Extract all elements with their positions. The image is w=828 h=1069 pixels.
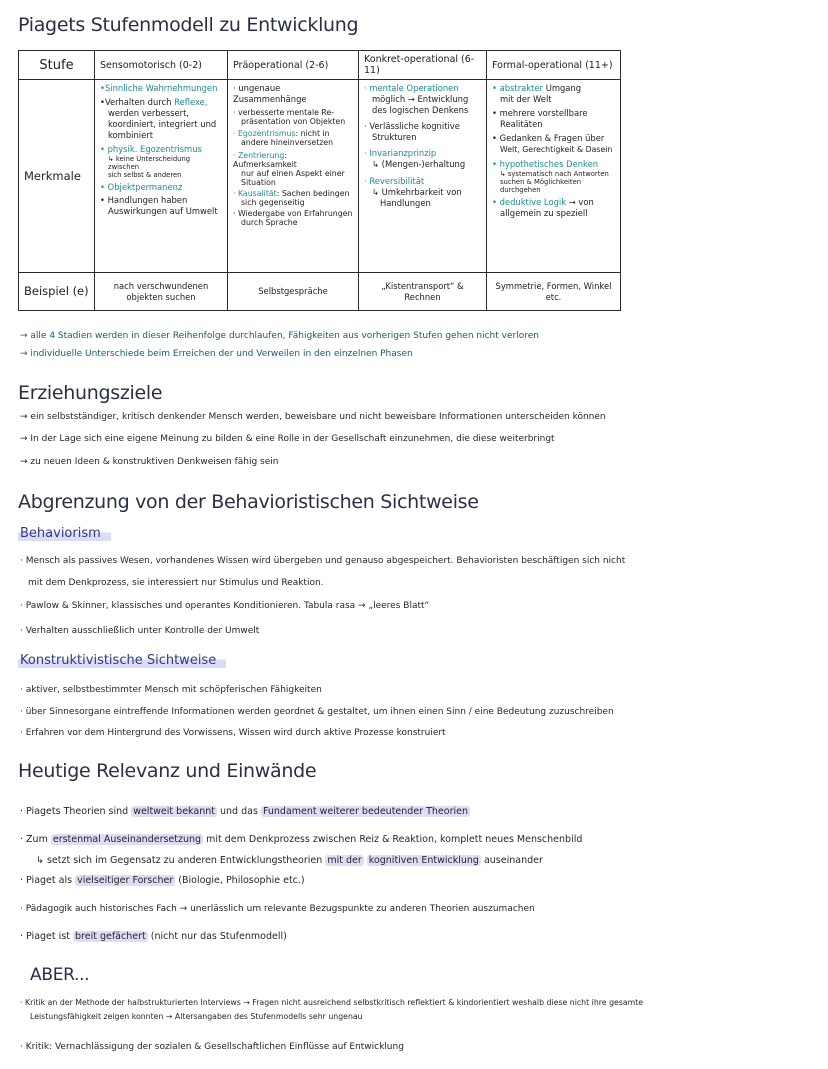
row-label-beispiel: Beispiel (e) (19, 273, 95, 311)
page-title: Piagets Stufenmodell zu Entwicklung (18, 14, 359, 36)
erziehung-item-3: → zu neuen Ideen & konstruktiven Denkweisen fähig sein (20, 457, 279, 467)
cell-formal-beispiel: Symmetrie, Formen, Winkel etc. (487, 273, 621, 311)
heading-erziehungsziele: Erziehungsziele (18, 382, 163, 404)
behaviorism-line-2: mit dem Denkprozess, sie interessiert nur Stimulus und Reaktion. (28, 578, 324, 588)
subheading-konstruktivistisch: Konstruktivistische Sichtweise (18, 653, 226, 668)
konstruktiv-line-1: · aktiver, selbstbestimmter Mensch mit schöpferischen Fähigkeiten (20, 685, 322, 695)
header-stufe: Stufe (19, 51, 95, 80)
relevanz-line-1: · Piagets Theorien sind weltweit bekannt und das Fundament weiterer bedeutender Theorien (20, 806, 468, 817)
cell-prae-merkmale: · ungenaue Zusammenhänge · verbesserte mentale Re- präsentation von Objekten · Egozentrismus: nicht in andere hineinversetzen · Zentrierung: Aufmerksamkeit nur auf einen Aspekt einer Situation · Kausalität: Sachen bedingen sich gegenseitig · Wiedergabe von Erfahrungen durch Sprache (228, 80, 359, 273)
header-praeoperational: Präoperational (2-6) (228, 51, 359, 80)
heading-aber: ABER... (30, 965, 90, 985)
cell-prae-beispiel: Selbstgespräche (228, 273, 359, 311)
relevanz-line-3: ↳ setzt sich im Gegensatz zu anderen Entwicklungstheorien mit der kognitiven Entwicklung auseinander (36, 855, 543, 866)
heading-abgrenzung: Abgrenzung von der Behavioristischen Sichtweise (18, 491, 479, 513)
cell-senso-beispiel: nach verschwundenen objekten suchen (95, 273, 228, 311)
relevanz-line-4: · Piaget als vielseitiger Forscher (Biologie, Philosophie etc.) (20, 875, 305, 886)
behaviorism-line-3: · Pawlow & Skinner, klassisches und operantes Konditionieren. Tabula rasa → „leeres Blatt“ (20, 601, 430, 611)
table-row-beispiel (19, 273, 621, 311)
relevanz-line-6: · Piaget ist breit gefächert (nicht nur das Stufenmodell) (20, 931, 287, 942)
behaviorism-line-4: · Verhalten ausschließlich unter Kontrolle der Umwelt (20, 626, 260, 636)
subheading-behaviorism: Behaviorism (18, 526, 111, 541)
konstruktiv-line-2: · über Sinnesorgane eintreffende Informationen werden geordnet & gestaltet, um ihnen einen Sinn / eine Bedeutung zuzuschreiben (20, 707, 614, 717)
erziehung-item-1: → ein selbstständiger, kritisch denkender Mensch werden, beweisbare und nicht beweisbare Informationen unterscheiden können (20, 412, 606, 422)
piaget-stages-table (18, 50, 621, 311)
kritik-line-3: · Kritik: Vernachlässigung der sozialen & Gesellschaftlichen Einflüsse auf Entwicklung (20, 1042, 404, 1052)
konstruktiv-line-3: · Erfahren vor dem Hintergrund des Vorwissens, Wissen wird durch aktive Prozesse konstruiert (20, 728, 446, 738)
row-label-merkmale: Merkmale (19, 80, 95, 273)
kritik-line-1: · Kritik an der Methode der halbstrukturierten Interviews → Fragen nicht ausreichend selbstkritisch reflektiert & kindorientiert weshalb diese nicht ihre gesamte (20, 998, 644, 1007)
header-formal-operational: Formal-operational (11+) (487, 51, 621, 80)
heading-relevanz: Heutige Relevanz und Einwände (18, 760, 317, 782)
cell-konkret-beispiel: „Kistentransport“ & Rechnen (359, 273, 487, 311)
note-individual-differences: → individuelle Unterschiede beim Erreichen der und Verweilen in den einzelnen Phasen (20, 349, 413, 359)
cell-senso-merkmale: •Sinnliche Wahrnehmungen •Verhalten durch Reflexe, werden verbessert, koordiniert, integriert und kombiniert • physik. Egozentrismus ↳ keine Unterscheidung zwischen sich selbst & anderen • Objektpermanenz • Handlungen haben Auswirkungen auf Umwelt (95, 80, 228, 273)
cell-formal-merkmale: • abstrakter Umgang mit der Welt • mehrere vorstellbare Realitäten • Gedanken & Fragen über Welt, Gerechtigkeit & Dasein • hypothetisches Denken ↳ systematisch nach Antworten suchen & Möglichkeiten durchgehen • deduktive Logik → von allgemein zu speziell (487, 80, 621, 273)
relevanz-line-2: · Zum erstenmal Auseinandersetzung mit dem Denkprozess zwischen Reiz & Reaktion, komplett neues Menschenbild (20, 834, 583, 845)
behaviorism-line-1: · Mensch als passives Wesen, vorhandenes Wissen wird übergeben und genauso abgespeichert. Behavioristen beschäftigen sich nicht (20, 556, 626, 566)
table-row-merkmale (19, 80, 621, 273)
erziehung-item-2: → In der Lage sich eine eigene Meinung zu bilden & eine Rolle in der Gesellschaft einzunehmen, die diese weiterbringt (20, 434, 555, 444)
relevanz-line-5: · Pädagogik auch historisches Fach → unerlässlich um relevante Bezugspunkte zu anderen Theorien auszumachen (20, 904, 535, 914)
table-header-row (19, 51, 621, 80)
note-stages-order: → alle 4 Stadien werden in dieser Reihenfolge durchlaufen, Fähigkeiten aus vorherigen Stufen gehen nicht verloren (20, 331, 539, 341)
kritik-line-2: Leistungsfähigkeit zeigen konnten → Altersangaben des Stufenmodells sehr ungenau (30, 1012, 363, 1021)
header-sensomotorisch: Sensomotorisch (0-2) (95, 51, 228, 80)
header-konkret-operational: Konkret-operational (6-11) (359, 51, 487, 80)
cell-konkret-merkmale: · mentale Operationen möglich → Entwicklung des logischen Denkens · Verlässliche kognitive Strukturen · Invarianzprinzip ↳ (Mengen-)erhaltung · Reversibilität ↳ Umkehrbarkeit von Handlungen (359, 80, 487, 273)
